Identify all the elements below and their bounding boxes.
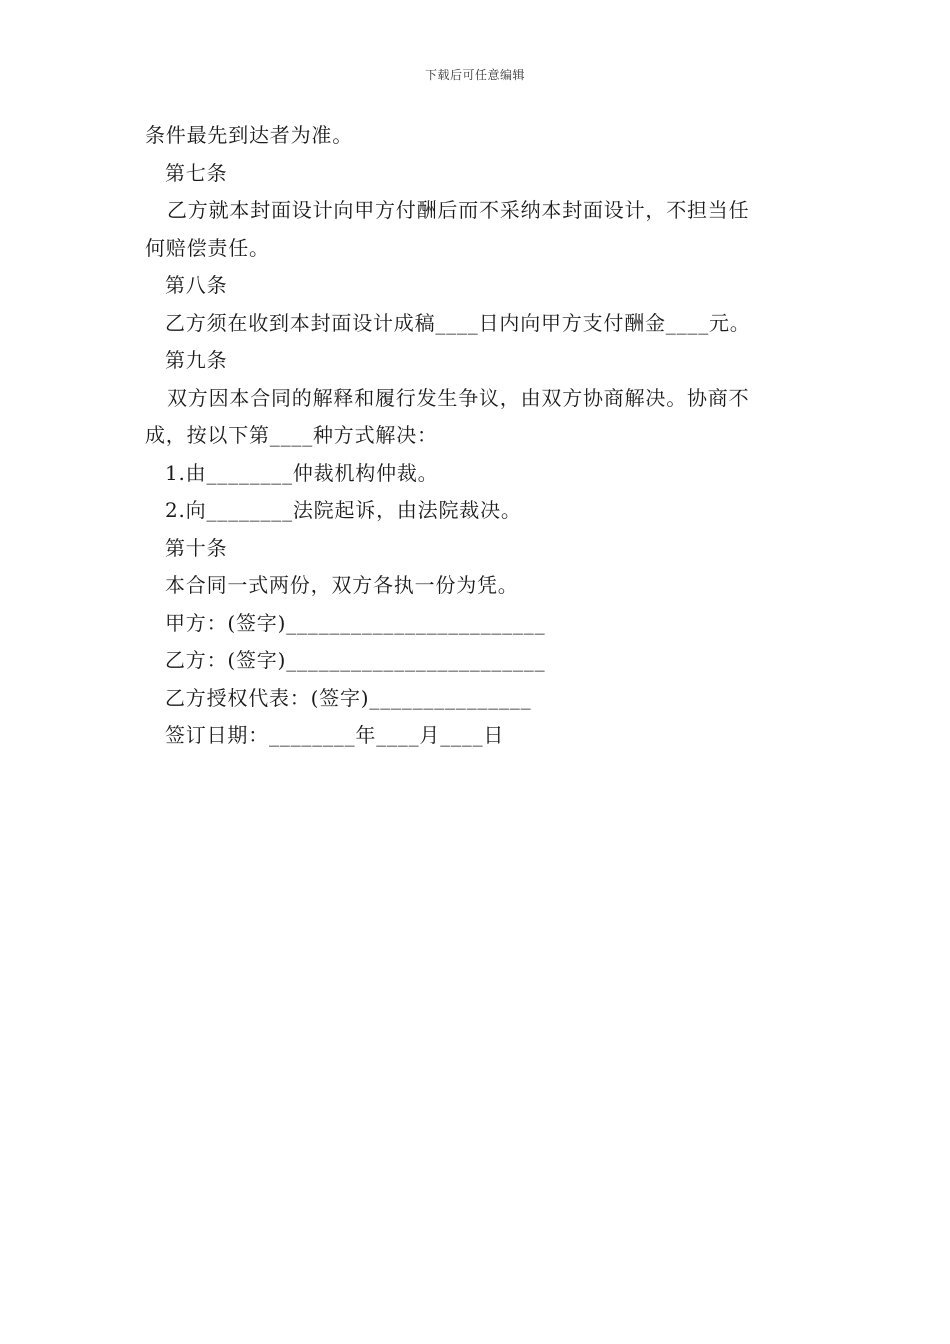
clause-8-text: 乙方须在收到本封面设计成稿____日内向甲方支付酬金____元。 xyxy=(165,310,751,335)
clause-7-heading: 第七条 xyxy=(165,160,228,185)
clause-7-text-line-2: 何赔偿责任。 xyxy=(145,235,270,260)
party-b-representative-signature: 乙方授权代表：(签字)_______________ xyxy=(165,685,532,710)
clause-7-text-line-1: 乙方就本封面设计向甲方付酬后而不采纳本封面设计，不担当任 xyxy=(167,198,750,222)
clause-10-text: 本合同一式两份，双方各执一份为凭。 xyxy=(165,573,519,597)
party-a-signature: 甲方：(签字)________________________ xyxy=(165,610,546,635)
clause-9-heading: 第九条 xyxy=(165,348,228,372)
clause-9-text-line-2: 成，按以下第____种方式解决： xyxy=(145,423,438,447)
clause-9-option-1: 1.由________仲裁机构仲裁。 xyxy=(165,460,439,485)
page-header: 下载后可任意编辑 xyxy=(424,68,525,82)
party-b-signature: 乙方：(签字)________________________ xyxy=(165,648,546,672)
clause-10-heading: 第十条 xyxy=(165,535,228,560)
clause-6-continuation: 条件最先到达者为准。 xyxy=(145,123,353,147)
document-body xyxy=(145,117,810,755)
clause-9-option-2: 2.向________法院起诉，由法院裁决。 xyxy=(165,498,522,522)
signing-date: 签订日期：________年____月____日 xyxy=(165,723,505,747)
clause-8-heading: 第八条 xyxy=(165,273,228,297)
clause-9-text-line-1: 双方因本合同的解释和履行发生争议，由双方协商解决。协商不 xyxy=(167,385,750,410)
